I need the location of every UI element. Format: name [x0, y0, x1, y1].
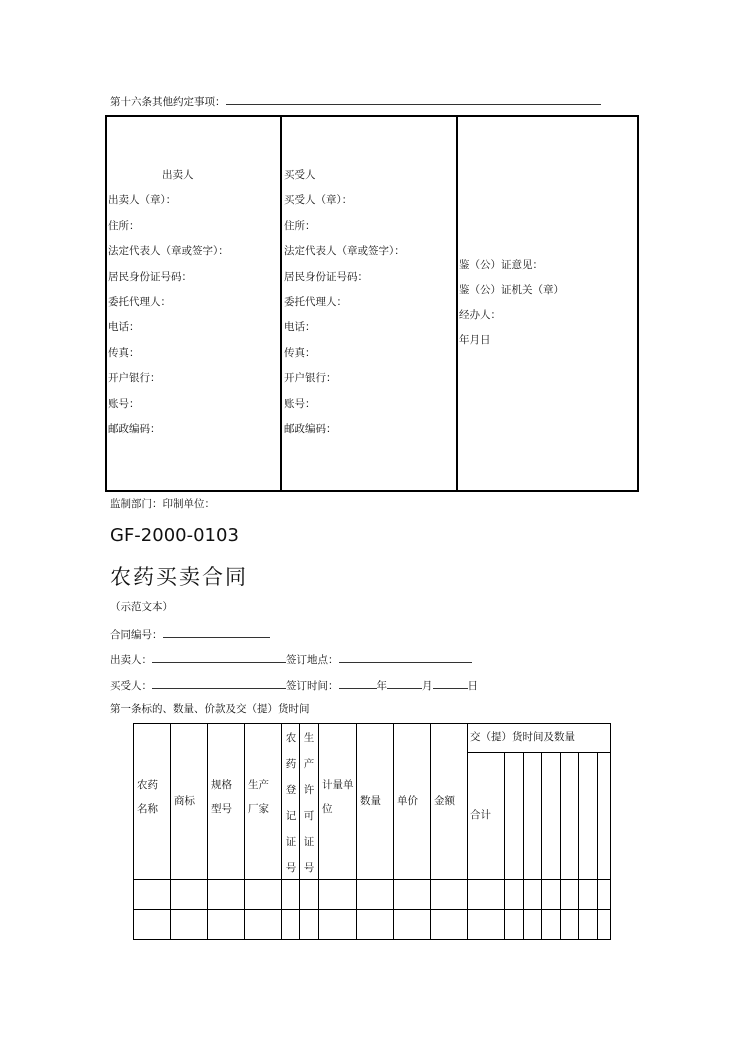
- article16-blank[interactable]: [226, 93, 601, 105]
- column-divider: [281, 723, 282, 939]
- seller-field: 开户银行：: [108, 372, 161, 384]
- buyer-field: 委托代理人：: [284, 296, 347, 308]
- column-divider: [467, 723, 468, 939]
- delivery-header: 交（提）货时间及数量: [470, 731, 575, 743]
- buyer-field: 邮政编码：: [284, 423, 337, 435]
- total-header: 合计: [470, 809, 491, 821]
- column-header: 生产厂家: [248, 779, 269, 815]
- column-header: 规格型号: [211, 779, 232, 815]
- article16-label: 第十六条其他约定事项：: [110, 96, 226, 108]
- seller-field: 住所：: [108, 220, 140, 232]
- notary-field: 年月日: [459, 334, 491, 346]
- column-divider: [170, 723, 171, 939]
- month-blank[interactable]: [387, 677, 422, 689]
- document-title: 农药买卖合同: [110, 565, 248, 589]
- contract-no-blank[interactable]: [163, 626, 270, 638]
- column-header: 农药登记证号: [285, 732, 297, 874]
- divider: [280, 115, 282, 492]
- divider: [456, 115, 458, 492]
- column-divider: [244, 723, 245, 939]
- column-divider: [504, 752, 505, 939]
- subtitle: （示范文本）: [110, 601, 173, 613]
- day-blank[interactable]: [433, 677, 468, 689]
- buyer-label: 买受人：: [110, 680, 152, 692]
- buyer-field: 账号：: [284, 398, 316, 410]
- month-label: 月: [422, 680, 433, 692]
- column-header: 数量: [360, 795, 381, 807]
- column-divider: [318, 723, 319, 939]
- seller-field: 传真：: [108, 347, 140, 359]
- column-header: 农药名称: [137, 779, 158, 815]
- column-divider: [597, 752, 598, 939]
- row-divider: [467, 752, 611, 753]
- column-divider: [560, 752, 561, 939]
- notary-field: 鉴（公）证意见：: [459, 259, 543, 271]
- buyer-field: 传真：: [284, 347, 316, 359]
- doc-code: GF-2000-0103: [110, 525, 239, 546]
- seller-field: 电话：: [108, 321, 140, 333]
- row-divider: [133, 879, 611, 880]
- seller-line: [110, 651, 472, 667]
- article1-heading: 第一条标的、数量、价款及交（提）货时间: [110, 703, 310, 715]
- column-divider: [207, 723, 208, 939]
- time-label: 签订时间：: [286, 680, 339, 692]
- seller-field: 邮政编码：: [108, 423, 161, 435]
- column-divider: [356, 723, 357, 939]
- place-label: 签订地点：: [286, 654, 339, 666]
- column-header: 金额: [434, 795, 455, 807]
- seller-blank[interactable]: [152, 651, 286, 663]
- buyer-field: 电话：: [284, 321, 316, 333]
- contract-no-label: 合同编号：: [110, 629, 163, 641]
- day-label: 日: [467, 680, 478, 692]
- column-divider: [430, 723, 431, 939]
- buyer-field: 法定代表人（章或签字）：: [284, 245, 405, 257]
- seller-label: 出卖人：: [110, 654, 152, 666]
- buyer-line: [110, 677, 478, 693]
- buyer-heading: 买受人: [284, 169, 316, 181]
- place-blank[interactable]: [339, 651, 472, 663]
- column-divider: [578, 752, 579, 939]
- seller-field: 居民身份证号码：: [108, 271, 192, 283]
- column-divider: [393, 723, 394, 939]
- year-label: 年: [376, 680, 387, 692]
- seller-heading: 出卖人: [162, 169, 194, 181]
- row-divider: [133, 909, 611, 910]
- column-divider: [523, 752, 524, 939]
- footer-note: 监制部门：印制单位：: [110, 498, 215, 510]
- buyer-field: 居民身份证号码：: [284, 271, 368, 283]
- column-header: 单价: [397, 795, 418, 807]
- notary-field: 经办人：: [459, 309, 501, 321]
- seller-field: 出卖人（章）：: [108, 194, 177, 206]
- goods-table-border: [133, 723, 611, 940]
- column-divider: [541, 752, 542, 939]
- year-blank[interactable]: [339, 677, 377, 689]
- contract-no-line: [110, 626, 270, 642]
- article16-line: [110, 93, 601, 109]
- seller-field: 委托代理人：: [108, 296, 171, 308]
- buyer-field: 买受人（章）：: [284, 194, 353, 206]
- column-header: 商标: [174, 795, 195, 807]
- buyer-field: 开户银行：: [284, 372, 337, 384]
- notary-field: 鉴（公）证机关（章）: [459, 284, 564, 296]
- column-header: 计量单位: [322, 779, 354, 815]
- seller-field: 账号：: [108, 398, 140, 410]
- seller-field: 法定代表人（章或签字）：: [108, 245, 229, 257]
- column-divider: [299, 723, 300, 939]
- buyer-field: 住所：: [284, 220, 316, 232]
- column-header: 生产许可证号: [303, 732, 315, 874]
- buyer-blank[interactable]: [152, 677, 286, 689]
